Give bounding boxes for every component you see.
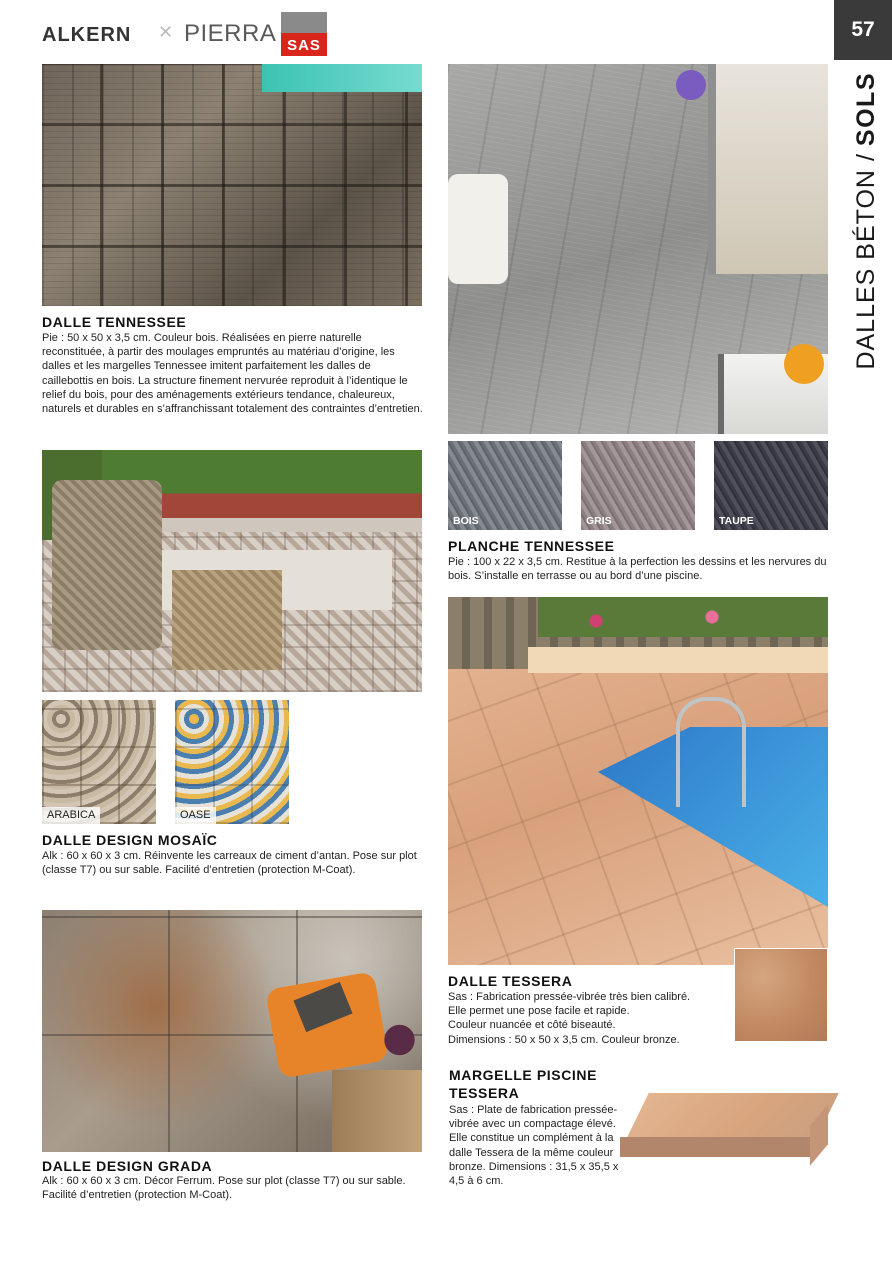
tile-taupe (714, 441, 828, 530)
dalle-tessera-line: Couleur nuancée et côté biseauté. (448, 1019, 616, 1032)
planche-tennessee-description: Pie : 100 x 22 x 3,5 cm. Restitue à la perfection les dessins et les nervures du bois. S’installe en terrasse ou au bord d’une piscine. (448, 556, 827, 583)
sas-logo-text: SAS (287, 37, 321, 54)
brand-separator: ✕ (158, 22, 174, 43)
dalle-mosaic-photo (42, 450, 422, 692)
tile-taupe-label: TAUPE (719, 515, 754, 527)
page-number: 57 (834, 0, 892, 60)
dalle-grada-title: DALLE DESIGN GRADA (42, 1158, 213, 1174)
dalle-tessera-title: DALLE TESSERA (448, 973, 573, 989)
swatch-oase-label: OASE (175, 807, 216, 824)
dalle-tennessee-description: Pie : 50 x 50 x 3,5 cm. Couleur bois. Réalisées en pierre naturelle reconstituée, à partir des moulages empruntés au matériau d’origine, les dalles et les margelles Tennessee imitent parfaitement les dalles de caillebottis en bois. La structure finement nervurée reproduit à l’identique le relief du bois, pour des aménagements extérieurs tendance, chaleureux, naturels et durables en s’affranchissant totalement des contraintes d’entretien. (42, 332, 423, 416)
swatch-arabica (42, 700, 156, 824)
section-title-light: DALLES BÉTON (851, 169, 880, 370)
margelle-title-line1: MARGELLE PISCINE (449, 1067, 598, 1083)
swatch-arabica-label: ARABICA (42, 807, 100, 824)
alkern-logo-text: ALKERN (42, 24, 132, 46)
tile-bois-label: BOIS (453, 515, 479, 527)
dalle-mosaic-description: Alk : 60 x 60 x 3 cm. Réinvente les carreaux de ciment d’antan. Pose sur plot (classe T7) ou sur sable. Facilité d’entretien (protection M-Coat). (42, 850, 417, 877)
dalle-tessera-line: Elle permet une pose facile et rapide. (448, 1005, 630, 1018)
section-title-separator: / (851, 154, 880, 162)
section-title (846, 72, 886, 372)
margelle-tessera-title (449, 1066, 649, 1102)
dalle-tessera-line: Dimensions : 50 x 50 x 3,5 cm. Couleur bronze. (448, 1033, 680, 1046)
margelle-tessera-description: Sas : Plate de fabrication pressée-vibrée avec un compactage élevé. Elle constitue un complément à la dalle Tessera de la même couleur bronze. Dimensions : 31,5 x 35,5 x 4,5 à 6 cm. (449, 1104, 619, 1188)
dalle-tennessee-photo (42, 64, 422, 306)
pierra-logo: PIERRA (184, 20, 277, 47)
section-title-bold: SOLS (851, 72, 880, 147)
dalle-tessera-swatch (734, 948, 828, 1042)
planche-tennessee-title: PLANCHE TENNESSEE (448, 538, 615, 554)
swatch-oase (175, 700, 289, 824)
dalle-tessera-line: Sas : Fabrication pressée-vibrée très bien calibré. (448, 991, 691, 1003)
dalle-tessera-photo (448, 597, 828, 965)
dalle-tessera-description (448, 990, 738, 1047)
dalle-grada-description: Alk : 60 x 60 x 3 cm. Décor Ferrum. Pose sur plot (classe T7) ou sur sable. Facilité d’entretien (protection M-Coat). (42, 1175, 406, 1202)
planche-tennessee-photo (448, 64, 828, 434)
alkern-logo (42, 24, 131, 47)
dalle-tennessee-title: DALLE TENNESSEE (42, 314, 187, 330)
sas-logo (281, 12, 327, 56)
dalle-mosaic-title: DALLE DESIGN MOSAÏC (42, 832, 218, 848)
margelle-tessera-image (620, 1093, 830, 1163)
tile-bois (448, 441, 562, 530)
dalle-grada-photo (42, 910, 422, 1152)
tile-gris-label: GRIS (586, 515, 612, 527)
tile-gris (581, 441, 695, 530)
margelle-title-line2: TESSERA (449, 1085, 520, 1101)
